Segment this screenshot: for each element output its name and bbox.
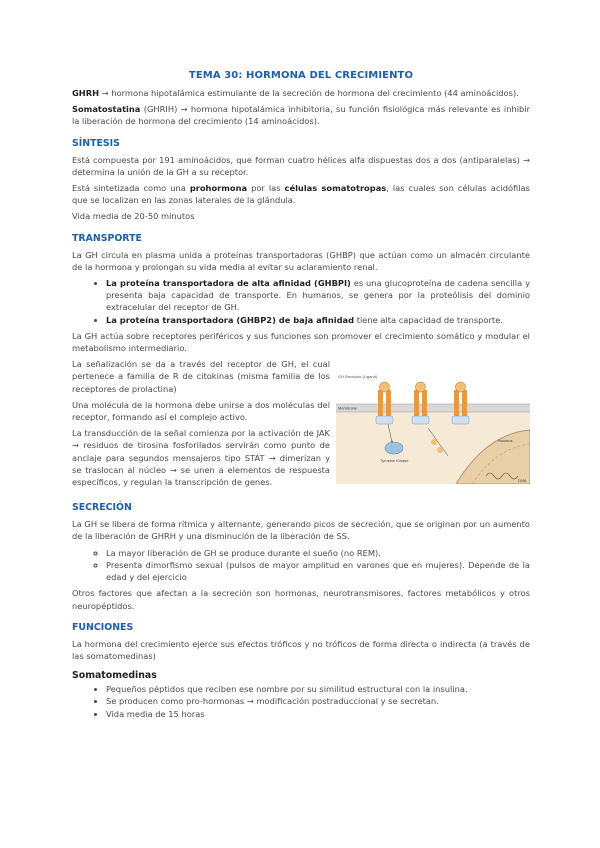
list-item: • La proteína transportadora de alta afinidad (GHBPI) es una glucoproteína de cadena sencilla y presenta baja capacidad de transporte. En humanos, se genera por la proteólisis del dominio extracelular del receptor de GH. bbox=[106, 277, 530, 314]
transporte-paragraph-1: La GH circula en plasma unida a proteínas transportadoras (GHBP) que actúan como un almacén circulante de la hormona y prolongan su vida media al evitar su aclaramiento renal. bbox=[72, 249, 530, 272]
secrecion-paragraph-1: La GH se libera de forma rítmica y alternante, generando picos de secreción, que se originan por un aumento de la liberación de GHRH y una disminución de la liberación de SS. bbox=[72, 519, 530, 542]
gh-signaling-diagram bbox=[336, 372, 530, 484]
transporte-paragraph-4: Una molécula de la hormona debe unirse a dos moléculas del receptor, formando así el complejo activo. bbox=[72, 399, 330, 423]
list-item: • Pequeños péptidos que reciben ese nombre por su similitud estructural con la insulina. bbox=[106, 683, 530, 695]
somatostatin-definition: Somatostatina (GHRIH) → hormona hipotalámica inhibitoria, su función fisiológica más relevante es inhibir la liberación de hormona del crecimiento (14 aminoácidos). bbox=[72, 104, 530, 127]
page-title: TEMA 30: HORMONA DEL CRECIMIENTO bbox=[188, 70, 414, 81]
label-dna: DNA bbox=[518, 478, 527, 484]
label-kinase: Tyrosine Kinase bbox=[380, 458, 409, 464]
list-item: • Vida media de 15 horas bbox=[106, 708, 530, 720]
sintesis-paragraph-1: Está compuesta por 191 aminoácidos, que forman cuatro hélices alfa dispuestas dos a dos (antiparalelas) → determina la unión de la GH a su receptor. bbox=[72, 154, 530, 177]
list-item: • Se producen como pro-hormonas → modificación postraduccional y se secretan. bbox=[106, 695, 530, 707]
list-item: ◦ Presenta dimorfismo sexual (pulsos de mayor amplitud en varones que en mujeres). Depende de la edad y del ejercicio bbox=[106, 559, 530, 583]
sintesis-paragraph-2: Está sintetizada como una prohormona por las células somatotropas, las cuales son células acidófilas que se localizan en las zonas laterales de la glándula. bbox=[72, 183, 530, 206]
transporte-paragraph-2: La GH actúa sobre receptores periféricos y sus funciones son promover el crecimiento somático y modular el metabolismo intermediario. bbox=[72, 330, 530, 354]
section-heading-sintesis: SÍNTESIS bbox=[72, 137, 120, 149]
section-heading-transporte: TRANSPORTE bbox=[72, 232, 142, 244]
somatomedinas-bullet-list bbox=[72, 683, 530, 720]
document-page bbox=[72, 70, 530, 724]
secrecion-paragraph-2: Otros factores que afectan a la secreción son hormonas, neurotransmisores, factores metabólicos y otros neuropéptidos. bbox=[72, 588, 530, 611]
label-nucleus: Nucleus bbox=[498, 438, 513, 444]
section-heading-funciones: FUNCIONES bbox=[72, 621, 134, 633]
label-receptor: GH Receptor (Ligand) bbox=[338, 374, 378, 380]
transporte-paragraph-5: La transducción de la señal comienza por la activación de JAK → residuos de tirosina fosforilados servirán como punto de anclaje para segundos mensajeros tipo STAT → dimerizan y se traslocan al núcleo → se unen a elementos de respuesta específicos, y regulan la transcripción de genes. bbox=[72, 428, 330, 488]
transporte-paragraph-3: La señalización se da a través del receptor de GH, el cual pertenece a familia de R de citokinas (misma familia de los receptores de prolactina) bbox=[72, 359, 330, 394]
label-membrane: Membrane bbox=[338, 405, 358, 411]
list-item: • La proteína transportadora (GHBP2) de baja afinidad tiene alta capacidad de transporte. bbox=[106, 314, 530, 326]
funciones-paragraph-1: La hormona del crecimiento ejerce sus efectos tróficos y no tróficos de forma directa o indirecta (a través de las somatomedinas) bbox=[72, 638, 530, 661]
receptor-section bbox=[72, 358, 530, 492]
receptor-text-column bbox=[72, 358, 330, 492]
subheading-somatomedinas: Somatomedinas bbox=[72, 670, 157, 682]
ghrh-definition: GHRH → hormona hipotalámica estimulante de la secreción de hormona del crecimiento (44 aminoácidos). bbox=[72, 88, 519, 98]
secrecion-bullet-list bbox=[72, 547, 530, 584]
list-item: ◦ La mayor liberación de GH se produce durante el sueño (no REM). bbox=[106, 547, 530, 559]
tyrosine-kinase-shape bbox=[385, 442, 403, 454]
section-heading-secrecion: SECRECIÓN bbox=[72, 502, 132, 514]
transporte-bullet-list bbox=[72, 277, 530, 326]
sintesis-paragraph-3: Vida media de 20-50 minutos bbox=[72, 211, 195, 222]
gh-receptor-figure bbox=[336, 358, 530, 492]
cell-membrane bbox=[336, 404, 530, 412]
